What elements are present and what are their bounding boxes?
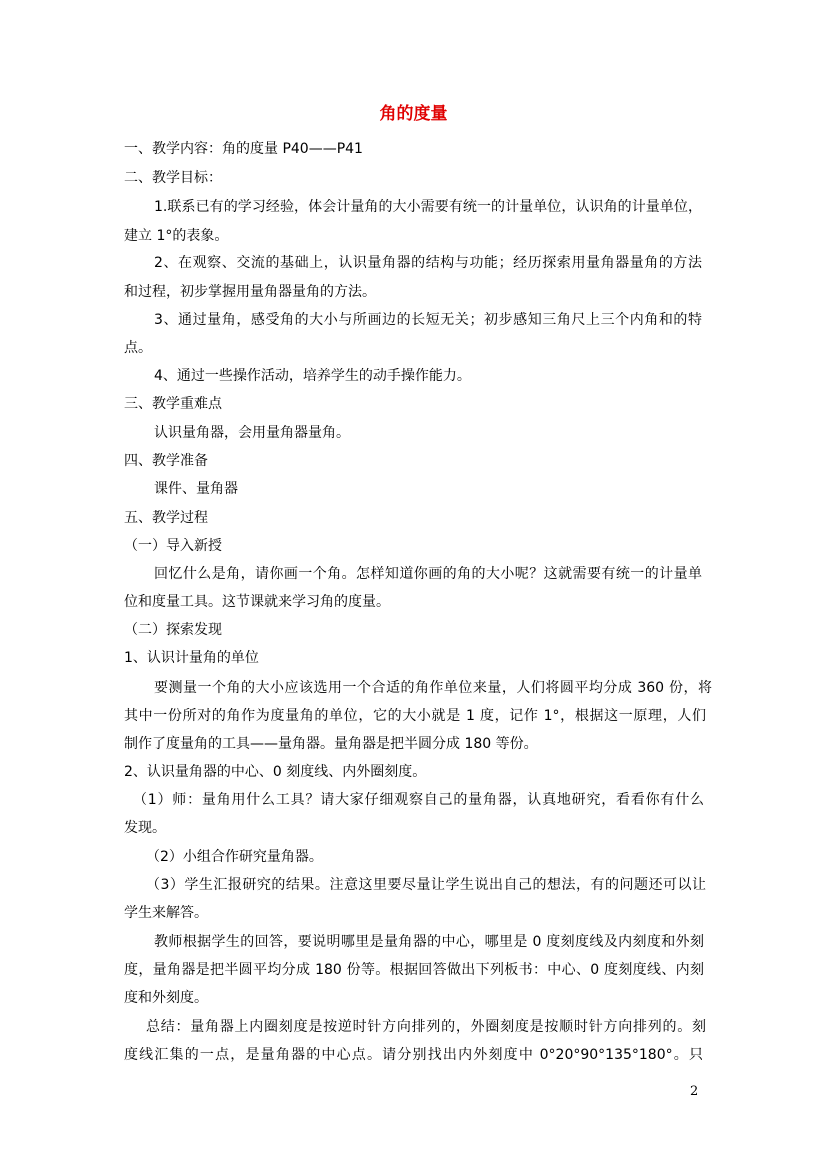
objective-1-line-2: 建立 1°的表象。 [124, 228, 229, 244]
subsection-1-heading: （一）导入新授 [124, 538, 222, 554]
intro-line-2: 位和度量工具。这节课就来学习角的度量。 [124, 594, 390, 610]
section-5-heading: 五、教学过程 [124, 510, 208, 526]
document-title: 角的度量 [379, 104, 448, 124]
objective-2-line-1: 2、在观察、交流的基础上，认识量角器的结构与功能；经历探索用量角器量角的方法 [154, 255, 702, 271]
section-3-heading: 三、教学重难点 [124, 396, 222, 412]
section-4-heading: 四、教学准备 [124, 453, 208, 469]
objective-3-line-2: 点。 [124, 340, 152, 356]
teacher-question-line-1: （1）师：量角用什么工具？请大家仔细观察自己的量角器，认真地研究，看看你有什么 [133, 792, 704, 808]
summary-line-2: 度线汇集的一点，是量角器的中心点。请分别找出内外刻度中 0°20°90°135°180°。只 [124, 1047, 703, 1063]
step-2-heading: 2、认识量角器的中心、0 刻度线、内外圈刻度。 [124, 764, 427, 780]
section-2-heading: 二、教学目标： [124, 170, 222, 186]
student-report-line-1: （3）学生汇报研究的结果。注意这里要尽量让学生说出自己的想法，有的问题还可以让 [146, 877, 706, 893]
objective-3-line-1: 3、通过量角，感受角的大小与所画边的长短无关；初步感知三角尺上三个内角和的特 [154, 312, 702, 328]
unit-para-line-2: 其中一份所对的角作为度量角的单位，它的大小就是 1 度，记作 1°，根据这一原理，人们 [124, 708, 706, 724]
section-1-content: 一、教学内容：角的度量 P40——P41 [124, 141, 363, 157]
objective-4: 4、通过一些操作活动，培养学生的动手操作能力。 [154, 368, 471, 384]
student-report-line-2: 学生来解答。 [124, 905, 208, 921]
unit-para-line-3: 制作了度量角的工具——量角器。量角器是把半圆分成 180 等份。 [124, 736, 538, 752]
key-points: 认识量角器，会用量角器量角。 [154, 425, 350, 441]
subsection-2-heading: （二）探索发现 [124, 622, 222, 638]
teacher-question-line-2: 发现。 [124, 820, 166, 836]
group-study: （2）小组合作研究量角器。 [146, 849, 323, 865]
objective-2-line-2: 和过程，初步掌握用量角器量角的方法。 [124, 284, 376, 300]
page-number: 2 [690, 1084, 699, 1099]
teacher-explain-line-1: 教师根据学生的回答，要说明哪里是量角器的中心，哪里是 0 度刻度线及内刻度和外刻 [154, 934, 704, 950]
intro-line-1: 回忆什么是角，请你画一个角。怎样知道你画的角的大小呢？这就需要有统一的计量单 [154, 566, 702, 582]
teacher-explain-line-3: 度和外刻度。 [124, 990, 208, 1006]
unit-para-line-1: 要测量一个角的大小应该选用一个合适的角作单位来量，人们将圆平均分成 360 份，将 [154, 680, 712, 696]
objective-1-line-1: 1.联系已有的学习经验，体会计量角的大小需要有统一的计量单位，认识角的计量单位， [154, 199, 702, 215]
summary-line-1: 总结：量角器上内圈刻度是按逆时针方向排列的，外圈刻度是按顺时针方向排列的。刻 [146, 1019, 706, 1035]
step-1-heading: 1、认识计量角的单位 [124, 650, 259, 666]
teacher-explain-line-2: 度，量角器是把半圆平均分成 180 份等。根据回答做出下列板书：中心、0 度刻度线、内刻 [124, 962, 704, 978]
preparation: 课件、量角器 [154, 481, 238, 497]
